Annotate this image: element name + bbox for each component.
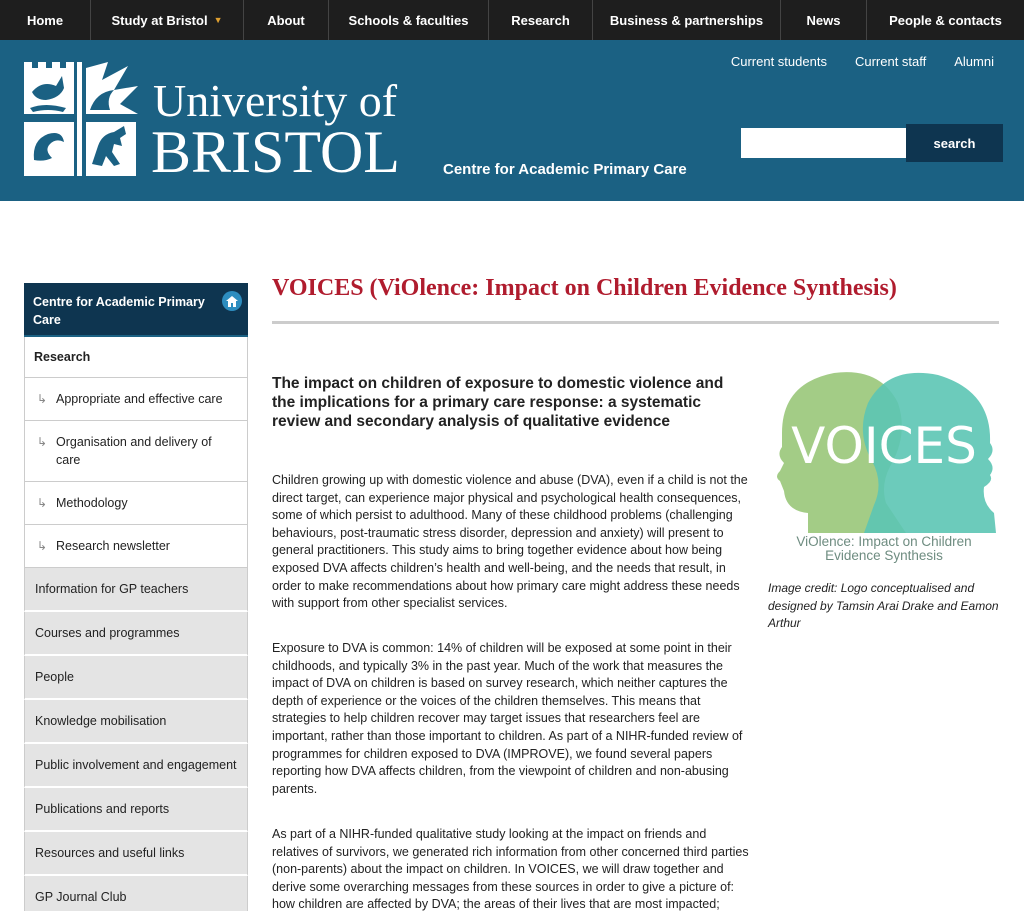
figure-caption-line2: Evidence Synthesis [825, 548, 943, 563]
nav-home[interactable] [0, 0, 91, 40]
section-navigation [24, 283, 248, 911]
sidebar-item-research[interactable]: Research [24, 337, 248, 378]
paragraph-voices: As part of a NIHR-funded qualitative study looking at the impact on friends and relatives of survivors, we generated rich information from other concerned third parties (non-parents) about the impact on children. In VOICES, we will draw together and derive some overarching messages from these sources in order to give a picture of: how children are affected by DVA; the areas of their lives that are most impacted; [272, 827, 749, 911]
nav-schools-label: Schools & faculties [348, 12, 469, 28]
paragraph-exposure: Exposure to DVA is common: 14% of children will be exposed at some point in their childhoods, and typically 3% in the past year. Much of the work that measures the impact of DVA on children is based on survey research, which neither captures the depth of experience or the voices of the children themselves. This means that strategies to help children recover may target issues that researchers feel are important, rather than those important to children. As part of a NIHR-funded review of programmes for children exposed to DVA (IMPROVE), we found several papers reporting how DVA affects children, from the viewpoint of children and non-abusing parents. [272, 641, 743, 796]
arrow-corner-icon: ↳ [37, 435, 48, 449]
sidebar-item-publications[interactable]: Publications and reports [24, 788, 248, 832]
sidebar-item-courses[interactable]: Courses and programmes [24, 612, 248, 656]
sidebar-subitem-label: Organisation and delivery of care [56, 435, 212, 467]
nav-people-label: People & contacts [889, 12, 1002, 28]
arrow-corner-icon: ↳ [37, 539, 48, 553]
wordmark-university-of: University of [153, 75, 398, 126]
nav-research-label: Research [511, 12, 570, 28]
link-current-staff[interactable]: Current staff [854, 54, 927, 69]
sidebar-item-gp-journal-club[interactable]: GP Journal Club [24, 876, 248, 911]
link-current-students[interactable]: Current students [730, 54, 827, 69]
nav-news[interactable] [781, 0, 867, 40]
voices-logo-text: VOICES [791, 417, 977, 475]
sidebar-subitem-label: Methodology [56, 496, 128, 510]
sidebar-subitem-label: Appropriate and effective care [56, 392, 223, 406]
nav-research[interactable] [489, 0, 593, 40]
nav-about[interactable] [244, 0, 329, 40]
nav-home-label: Home [26, 12, 64, 28]
sidebar-subitem-research-newsletter[interactable] [24, 525, 248, 568]
nav-schools-faculties[interactable] [329, 0, 489, 40]
arrow-corner-icon: ↳ [37, 392, 48, 406]
nav-people-contacts[interactable] [867, 0, 1024, 40]
sidebar-item-knowledge-mobilisation[interactable]: Knowledge mobilisation [24, 700, 248, 744]
sidebar-subitem-appropriate-care[interactable] [24, 378, 248, 421]
voices-logo-figure [768, 363, 1000, 563]
sidebar-item-public-involvement[interactable]: Public involvement and engagement [24, 744, 248, 788]
home-icon[interactable] [222, 291, 242, 311]
top-navigation [0, 0, 1024, 40]
unit-name-link[interactable]: Centre for Academic Primary Care [443, 161, 687, 178]
chevron-down-icon: ▼ [213, 15, 223, 25]
sidebar-item-people[interactable]: People [24, 656, 248, 700]
sidebar-item-gp-teachers[interactable]: Information for GP teachers [24, 568, 248, 612]
sidebar-heading-link[interactable] [24, 283, 248, 337]
voices-logo-image [768, 363, 1000, 535]
nav-business-label: Business & partnerships [609, 12, 764, 28]
search-button[interactable]: search [906, 124, 1003, 162]
image-credit: Image credit: Logo conceptualised and designed by Tamsin Arai Drake and Eamon Arthur [768, 581, 999, 630]
nav-study-at-bristol[interactable] [91, 0, 244, 40]
wordmark-bristol: BRISTOL [151, 119, 400, 185]
university-crest-logo[interactable] [22, 60, 140, 178]
title-divider [272, 321, 999, 324]
link-alumni[interactable]: Alumni [954, 54, 994, 69]
figure-caption-line1: ViOlence: Impact on Children [796, 534, 972, 549]
sidebar-subitem-label: Research newsletter [56, 539, 170, 553]
audience-links [731, 54, 994, 69]
sidebar-subitem-organisation-delivery[interactable] [24, 421, 248, 482]
article-subheading: The impact on children of exposure to domestic violence and the implications for a primary care response: a systematic review and secondary analysis of qualitative evidence [272, 375, 724, 430]
figure-caption [768, 535, 1000, 563]
site-header [0, 40, 1024, 201]
paragraph-intro: Children growing up with domestic violence and abuse (DVA), even if a child is not the direct target, can experience major physical and psychological health consequences, some of which persist to adulthood. Many of these childhood problems (challenging behaviours, post-traumatic stress disorder, depression and anxiety) will present to general practitioners. This study aims to bring together evidence about how being exposed DVA affects children’s health and well-being, and the needs that result, in order to make recommendations about how primary care might address these needs with support from other specialist services. [272, 473, 748, 611]
search-input[interactable] [741, 128, 907, 158]
arrow-corner-icon: ↳ [37, 496, 48, 510]
nav-business-partnerships[interactable] [593, 0, 781, 40]
nav-news-label: News [806, 12, 841, 28]
page-title: VOICES (ViOlence: Impact on Children Evidence Synthesis) [272, 275, 897, 301]
sidebar-heading-label: Centre for Academic Primary Care [33, 295, 205, 327]
nav-about-label: About [267, 12, 305, 28]
sidebar-item-resources[interactable]: Resources and useful links [24, 832, 248, 876]
sidebar-subitem-methodology[interactable] [24, 482, 248, 525]
nav-study-label: Study at Bristol [111, 12, 208, 28]
